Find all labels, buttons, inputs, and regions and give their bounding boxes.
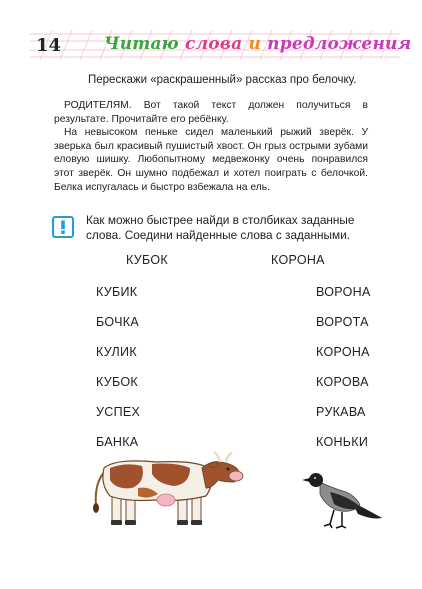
story-text <box>54 99 368 194</box>
exclamation-icon <box>52 216 74 238</box>
left-word-5[interactable]: УСПЕХ <box>96 405 141 419</box>
left-word-6[interactable]: БАНКА <box>96 435 139 449</box>
story-parents-note: РОДИТЕЛЯМ. Вот такой текст должен получиться в результате. Прочитайте его ребёнку. <box>54 100 368 125</box>
left-target-word: КУБОК <box>126 253 168 267</box>
left-word-2[interactable]: БОЧКА <box>96 315 139 329</box>
right-target-word: КОРОНА <box>271 253 325 267</box>
title-word-2: слова <box>185 34 243 54</box>
title-word-4: предложения <box>267 34 412 54</box>
right-word-3[interactable]: КОРОНА <box>316 345 370 359</box>
page-header <box>0 26 422 66</box>
page-title <box>104 34 411 54</box>
left-word-4[interactable]: КУБОК <box>96 375 138 389</box>
title-word-1: Читаю <box>104 34 179 54</box>
story-body: На невысоком пеньке сидел маленький рыжий зверёк. У зверька был красивый пушистый хвост. Он грыз острыми зубами еловую шишку. Любопытному медвежонку очень понравился этот зверёк. Он шумно подбежал и хотел поиграть с белочкой. Белка испугалась и быстро взбежала на ель. <box>54 127 368 193</box>
right-word-6[interactable]: КОНЬКИ <box>316 435 369 449</box>
right-word-2[interactable]: ВОРОТА <box>316 315 369 329</box>
task-text: Как можно быстрее найди в столбиках заданные слова. Соедини найденные слова с заданными. <box>86 213 355 242</box>
right-word-5[interactable]: РУКАВА <box>316 405 366 419</box>
title-word-3: и <box>248 34 262 54</box>
right-word-1[interactable]: ВОРОНА <box>316 285 371 299</box>
crow-illustration <box>302 466 386 530</box>
page-number: 14 <box>36 35 62 56</box>
left-word-3[interactable]: КУЛИК <box>96 345 137 359</box>
left-word-1[interactable]: КУБИК <box>96 285 138 299</box>
cow-illustration <box>86 448 246 528</box>
right-word-4[interactable]: КОРОВА <box>316 375 369 389</box>
retell-instruction: Перескажи «раскрашенный» рассказ про белочку. <box>88 74 357 86</box>
